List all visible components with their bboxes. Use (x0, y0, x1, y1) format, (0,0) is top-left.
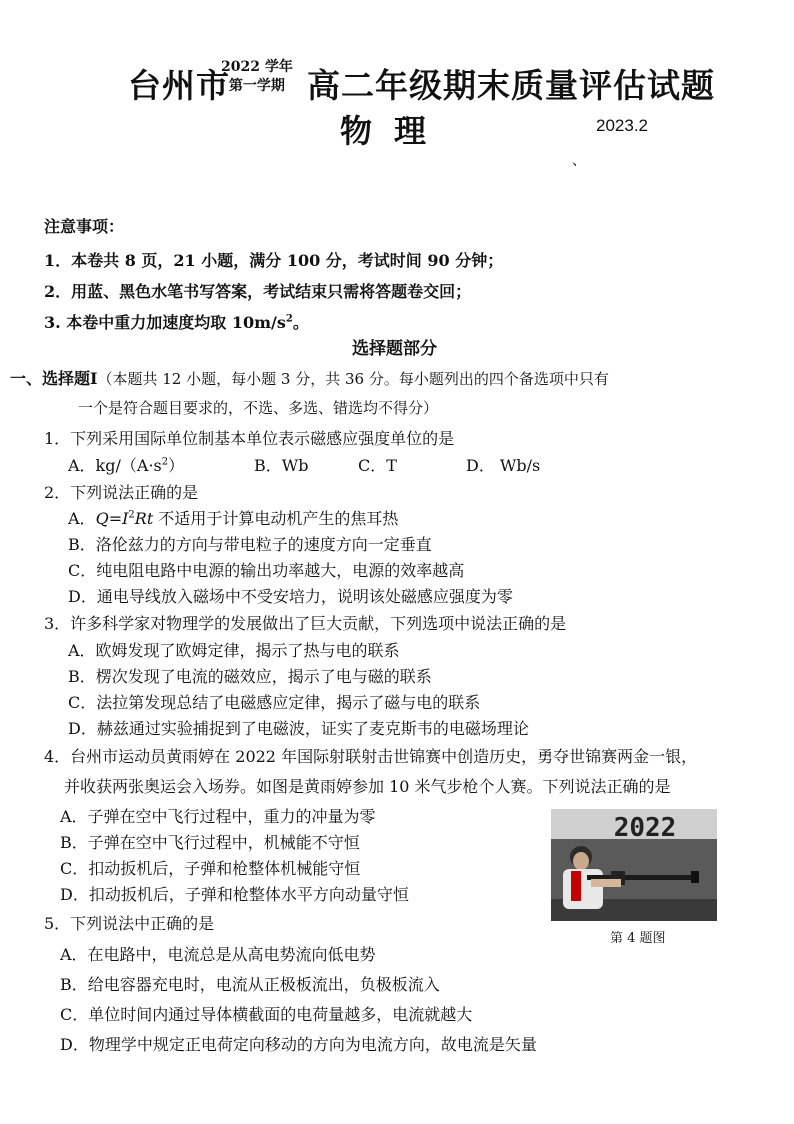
q2-option-b: B．洛伦兹力的方向与带电粒子的速度方向一定垂直 (68, 535, 432, 554)
q4-figure-photo (551, 809, 717, 921)
q4-stem-line2: 并收获两张奥运会入场券。如图是黄雨婷参加 10 米气步枪个人赛。下列说法正确的是 (64, 777, 671, 796)
q2-stem: 2．下列说法正确的是 (44, 483, 199, 502)
q1-a-text: A．kg/（A·s (68, 456, 162, 475)
exam-city: 台州市 (128, 66, 230, 105)
exam-date: 2023.2 (596, 116, 648, 135)
part1-header (10, 366, 609, 389)
q5-option-a: A．在电路中，电流总是从高电势流向低电势 (60, 945, 376, 964)
q5-option-c: C．单位时间内通过导体横截面的电荷量越多，电流就越大 (60, 1005, 473, 1024)
q4-option-d: D．扣动扳机后，子弹和枪整体水平方向动量守恒 (60, 885, 409, 904)
q4-option-a: A．子弹在空中飞行过程中，重力的冲量为零 (60, 807, 376, 826)
q3-stem: 3．许多科学家对物理学的发展做出了巨大贡献，下列选项中说法正确的是 (44, 614, 567, 633)
q2-a-i: I (122, 509, 129, 528)
note-item: 1．本卷共 8 页，21 小题，满分 100 分，考试时间 90 分钟； (44, 251, 504, 270)
stray-mark: 、 (572, 153, 586, 169)
q2-a-rt: Rt (134, 509, 154, 528)
q5-option-d: D．物理学中规定正电荷定向移动的方向为电流方向，故电流是矢量 (60, 1035, 537, 1054)
q1-option-d: D． Wb/s (466, 456, 541, 475)
q5-option-b: B．给电容器充电时，电流从正极板流出，负极板流入 (60, 975, 440, 994)
q3-option-c: C．法拉第发现总结了电磁感应定律，揭示了磁与电的联系 (68, 693, 481, 712)
q2-a-prefix: A． (68, 509, 96, 528)
exam-term (221, 58, 293, 96)
q4-figure-caption: 第 4 题图 (610, 931, 666, 946)
q4-option-b: B．子弹在空中飞行过程中，机械能不守恒 (60, 833, 360, 852)
note-text: 3. 本卷中重力加速度均取 10m/s (44, 313, 286, 332)
exam-subject: 物理 (340, 112, 449, 150)
q3-option-d: D．赫兹通过实验捕捉到了电磁波，证实了麦克斯韦的电磁场理论 (68, 719, 529, 738)
q1-option-c: C．T (358, 456, 397, 475)
q1-stem: 1．下列采用国际单位制基本单位表示磁感应强度单位的是 (44, 429, 455, 448)
q2-option-a (68, 506, 398, 529)
note-item (44, 310, 309, 333)
q5-stem: 5．下列说法中正确的是 (44, 914, 215, 933)
note-end: 。 (292, 313, 309, 332)
shooter-illustration (551, 809, 717, 921)
q3-option-b: B．楞次发现了电流的磁效应，揭示了电与磁的联系 (68, 667, 432, 686)
part1-desc: （本题共 12 小题，每小题 3 分，共 36 分。每小题列出的四个备选项中只有 (97, 370, 609, 388)
q1-option-b: B．Wb (254, 456, 309, 475)
q1-a-end: ） (168, 456, 185, 475)
q4-option-c: C．扣动扳机后，子弹和枪整体机械能守恒 (60, 859, 361, 878)
figure-year-text: 2022 (613, 813, 677, 843)
note-item: 2．用蓝、黑色水笔书写答案，考试结束只需将答题卷交回； (44, 282, 472, 301)
q4-stem-line1: 4．台州市运动员黄雨婷在 2022 年国际射联射击世锦赛中创造历史，勇夺世锦赛两金一银， (44, 747, 698, 766)
part1-label: 一、选择题Ⅰ (10, 369, 98, 388)
section-title: 选择题部分 (352, 339, 437, 359)
q2-a-rest: 不适用于计算电动机产生的焦耳热 (153, 509, 399, 528)
q2-a-q: Q (95, 509, 109, 528)
part1-desc-cont: 一个是符合题目要求的，不选、多选、错选均不得分） (78, 399, 439, 417)
exam-year: 2022 学年 (221, 59, 293, 75)
exam-semester: 第一学期 (228, 78, 285, 94)
q2-a-sup: 2 (128, 509, 135, 521)
q3-option-a: A．欧姆发现了欧姆定律，揭示了热与电的联系 (68, 641, 400, 660)
q2-option-c: C．纯电阻电路中电源的输出功率越大，电源的效率越高 (68, 561, 465, 580)
note-sup: 2 (285, 313, 293, 325)
exam-title: 高二年级期末质量评估试题 (307, 66, 715, 105)
q1-a-sup: 2 (161, 456, 169, 468)
notes-heading: 注意事项： (44, 217, 125, 236)
q1-option-a (68, 453, 184, 476)
q2-option-d: D．通电导线放入磁场中不受安培力，说明该处磁感应强度为零 (68, 587, 513, 606)
q2-a-eq: = (108, 509, 123, 528)
